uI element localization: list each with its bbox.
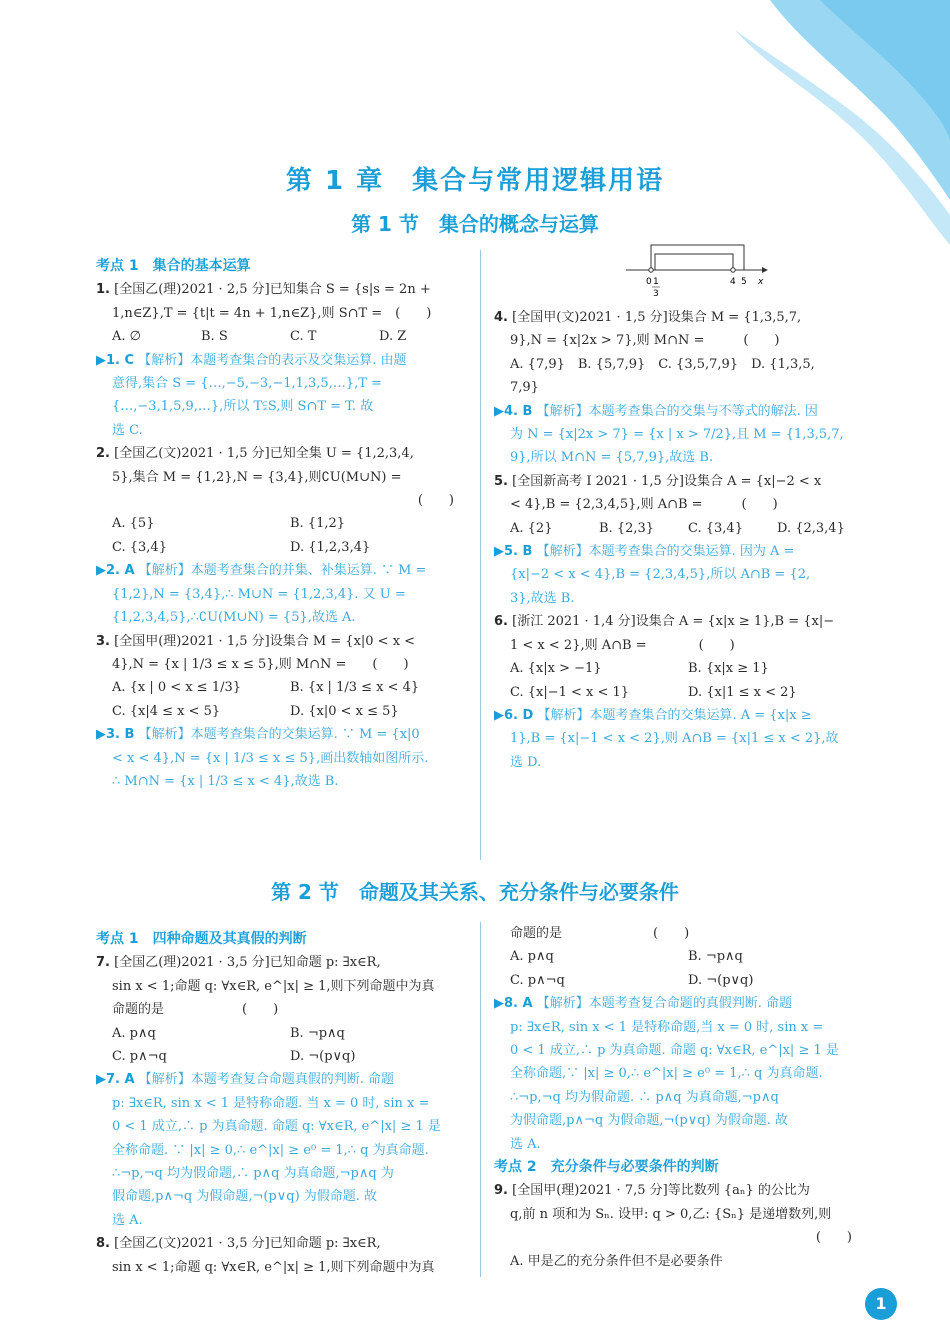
question-number: 7. (96, 955, 110, 971)
option: C. T (290, 329, 317, 345)
option: A. {5} (112, 516, 155, 532)
chapter-title: 第 1 章 集合与常用逻辑用语 (285, 166, 665, 196)
number-line-label-5: 5 (741, 277, 747, 287)
question-line (494, 610, 866, 633)
option-row (96, 1045, 468, 1068)
answer-line: p: ∃x∈R, sin x < 1 是特称命题. 当 x = 0 时, sin x = (112, 1095, 430, 1111)
answer-line: ∴¬p,¬q 均为假命题,∴ p∧q 为真命题,¬p∧q 为 (112, 1166, 394, 1182)
line-text: [全国乙(文)2021 · 3,5 分]已知命题 p: ∃x∈R, (114, 1236, 381, 1252)
option: D. {x|1 ≤ x < 2} (688, 684, 797, 700)
option: D. Z (379, 329, 407, 345)
answer-line: ∴¬p,¬q 均为假命题. ∴ p∧q 为真命题,¬p∧q (510, 1089, 779, 1105)
option-row (96, 676, 468, 699)
answer-line (96, 723, 468, 746)
line-text: 【解析】本题考查集合的表示及交集运算. 由题 (138, 352, 407, 368)
answer-label: ▶1. C (96, 352, 135, 368)
right-column-section2 (494, 922, 866, 1273)
answer-line: {…,−3,1,5,9,…},所以 T⫋S,则 S∩T = T. 故 (112, 399, 374, 415)
line-text: 【解析】本题考查复合命题真假的判断. 命题 (138, 1072, 394, 1088)
option: C. {3,4} (112, 539, 167, 555)
option-row (96, 700, 468, 723)
option: D. ¬(p∨q) (688, 972, 754, 988)
option-row (96, 536, 468, 559)
answer-label: ▶2. A (96, 563, 135, 579)
question-line: sin x < 1;命题 q: ∀x∈R, e^|x| ≥ 1,则下列命题中为真 (112, 1259, 435, 1275)
question-line: sin x < 1;命题 q: ∀x∈R, e^|x| ≥ 1,则下列命题中为真 (112, 978, 435, 994)
question-line (96, 630, 468, 653)
question-number: 8. (96, 1236, 110, 1252)
question-line (96, 442, 468, 465)
option: C. {x|−1 < x < 1} (510, 684, 630, 700)
question-number: 2. (96, 446, 110, 462)
question-line: 命题的是 ( ) (510, 926, 690, 941)
answer-line (494, 540, 866, 563)
left-column-section2 (96, 928, 468, 1279)
left-column-section1 (96, 255, 468, 793)
answer-line: 意得,集合 S = {…,−5,−3,−1,1,3,5,…},T = (112, 376, 382, 392)
answer-line: {1,2,3,4,5},∴∁U(M∪N) = {5},故选 A. (112, 610, 356, 626)
option-row (494, 681, 866, 704)
question-number: 5. (494, 473, 508, 489)
line-text: [全国乙(文)2021 · 1,5 分]已知全集 U = {1,2,3,4, (114, 446, 414, 462)
answer-line (494, 992, 866, 1015)
question-line: 5},集合 M = {1,2},N = {3,4},则∁U(M∪N) = (112, 469, 402, 485)
option: D. ¬(p∨q) (290, 1049, 356, 1065)
option: C. {x|4 ≤ x < 5} (112, 703, 221, 719)
answer-line: 1},B = {x|−1 < x < 2},则 A∩B = {x|1 ≤ x < 2},故 (510, 731, 839, 747)
answer-line (96, 559, 468, 582)
question-number: 1. (96, 282, 110, 298)
line-text: [全国乙(理)2021 · 2,5 分]已知集合 S = {s|s = 2n + (114, 282, 431, 298)
answer-label: ▶8. A (494, 996, 533, 1012)
option: A. p∧q (112, 1025, 156, 1041)
question-line: 1 < x < 2},则 A∩B = ( ) (510, 637, 735, 653)
number-line-figure (622, 240, 772, 302)
option: B. {2,3} (599, 520, 655, 536)
column-divider-top (480, 250, 481, 860)
question-line: 9},N = {x|2x > 7},则 M∩N = ( ) (510, 333, 780, 349)
section2-title: 第 2 节 命题及其关系、充分条件与必要条件 (271, 880, 679, 904)
answer-label: ▶4. B (494, 403, 533, 419)
answer-line: 全称命题. ∵ |x| ≥ 0,∴ e^|x| ≥ e⁰ = 1,∴ q 为真命题. (112, 1142, 429, 1158)
option: A. ∅ (112, 329, 141, 345)
question-number: 4. (494, 310, 508, 325)
option-row (494, 969, 866, 992)
topic-heading: 考点 2 充分条件与必要条件的判断 (494, 1159, 719, 1176)
option: B. {x | 1/3 ≤ x < 4} (290, 680, 420, 696)
line-text: 【解析】本题考查集合的并集、补集运算. ∵ M = (138, 563, 427, 579)
line-text: [浙江 2021 · 1,4 分]设集合 A = {x|x ≥ 1},B = {x|− (512, 614, 835, 630)
answer-line: 选 C. (112, 422, 143, 438)
question-line (96, 278, 468, 301)
question-line: 7,9} (510, 380, 539, 396)
answer-line: 选 D. (510, 754, 542, 770)
option: C. p∧¬q (112, 1049, 167, 1065)
right-column-section1 (494, 306, 866, 774)
answer-line: 3},故选 B. (510, 590, 575, 606)
answer-line (96, 1068, 468, 1091)
option-row (96, 1022, 468, 1045)
question-line: A. {7,9} B. {5,7,9} C. {3,5,7,9} D. {1,3,5, (510, 356, 815, 372)
answer-line: 选 A. (510, 1136, 541, 1152)
line-text: 【解析】本题考查集合的交集与不等式的解法. 因 (536, 403, 818, 419)
option: B. S (201, 329, 228, 345)
topic-heading: 考点 1 四种命题及其真假的判断 (96, 931, 307, 947)
question-line (494, 470, 866, 493)
answer-blank: ( ) (417, 493, 454, 509)
number-line-label-0: 0 (646, 277, 652, 287)
answer-line: 为假命题,p∧¬q 为假命题,¬(p∨q) 为假命题. 故 (510, 1113, 789, 1129)
line-text: [全国甲(理)2021 · 7,5 分]等比数列 {aₙ} 的公比为 (512, 1183, 810, 1199)
option: D. {1,2,3,4} (290, 539, 371, 555)
option: C. {3,4} (688, 520, 743, 536)
answer-line: 选 A. (112, 1212, 143, 1228)
line-text: 【解析】本题考查复合命题的真假判断. 命题 (536, 996, 792, 1012)
column-divider-bottom (480, 922, 481, 1277)
question-line: A. 甲是乙的充分条件但不是必要条件 (510, 1253, 723, 1269)
option: A. p∧q (510, 949, 554, 965)
line-text: 【解析】本题考查集合的交集运算. 因为 A = (536, 544, 795, 560)
option: A. {x | 0 < x ≤ 1/3} (112, 680, 242, 696)
answer-line: {1,2},N = {3,4},∴ M∪N = {1,2,3,4}. 又 U = (112, 586, 406, 602)
answer-line: 为 N = {x|2x > 7} = {x | x > 7/2},且 M = {1,3,5,7, (510, 427, 844, 443)
question-line: q,前 n 项和为 Sₙ. 设甲: q > 0,乙: {Sₙ} 是递增数列,则 (510, 1206, 832, 1222)
option: C. p∧¬q (510, 972, 565, 988)
question-line: 4},N = {x | 1/3 ≤ x ≤ 5},则 M∩N = ( ) (112, 656, 409, 672)
answer-label: ▶5. B (494, 544, 533, 560)
option: A. {x|x > −1} (510, 661, 602, 677)
option-row (494, 517, 866, 540)
question-line: < 4},B = {2,3,4,5},则 A∩B = ( ) (510, 497, 778, 513)
question-line (494, 306, 866, 329)
number-line-label-x: x (758, 277, 764, 287)
question-number: 9. (494, 1183, 508, 1199)
answer-label: ▶7. A (96, 1072, 135, 1088)
section1-title: 第 1 节 集合的概念与运算 (351, 212, 599, 236)
answer-line: {x|−2 < x < 4},B = {2,3,4,5},所以 A∩B = {2, (510, 567, 811, 583)
option: B. {1,2} (290, 516, 346, 532)
question-number: 6. (494, 614, 508, 630)
option: B. {x|x ≥ 1} (688, 661, 769, 677)
line-text: [全国乙(理)2021 · 3,5 分]已知命题 p: ∃x∈R, (114, 955, 381, 971)
page-number: 1 (865, 1288, 897, 1320)
question-number: 3. (96, 633, 110, 649)
answer-line: 0 < 1 成立,∴ p 为真命题. 命题 q: ∀x∈R, e^|x| ≥ 1 是 (112, 1119, 441, 1135)
topic-heading: 考点 1 集合的基本运算 (96, 258, 251, 274)
option: D. {x|0 < x ≤ 5} (290, 703, 399, 719)
answer-line (494, 704, 866, 727)
option-row (494, 945, 866, 968)
option: B. ¬p∧q (688, 949, 743, 965)
answer-line (494, 400, 866, 423)
question-line: 1,n∈Z},T = {t|t = 4n + 1,n∈Z},则 S∩T = ( ) (112, 305, 432, 321)
line-text: [全国新高考 Ⅰ 2021 · 1,5 分]设集合 A = {x|−2 < x (512, 473, 822, 489)
option-row (96, 325, 468, 348)
question-line: 命题的是 ( ) (112, 1002, 279, 1018)
question-line (96, 1232, 468, 1255)
option: D. {2,3,4} (777, 520, 845, 536)
answer-line: 全称命题,∵ |x| ≥ 0,∴ e^|x| ≥ e⁰ = 1,∴ q 为真命题. (510, 1066, 823, 1082)
question-line (494, 1179, 866, 1202)
answer-line: 0 < 1 成立,∴ p 为真命题. 命题 q: ∀x∈R, e^|x| ≥ 1 是 (510, 1043, 839, 1059)
answer-blank: ( ) (815, 1230, 852, 1246)
option-row (494, 657, 866, 680)
answer-line: 9},所以 M∩N = {5,7,9},故选 B. (510, 450, 714, 466)
number-line-label-4: 4 (730, 277, 736, 287)
number-line-label-1: 1 (653, 277, 659, 287)
answer-line: ∴ M∩N = {x | 1/3 ≤ x < 4},故选 B. (112, 773, 339, 789)
option: B. ¬p∧q (290, 1025, 345, 1041)
line-text: [全国甲(文)2021 · 1,5 分]设集合 M = {1,3,5,7, (512, 310, 802, 325)
option: A. {2} (510, 520, 553, 536)
option-row (96, 512, 468, 535)
line-text: 【解析】本题考查集合的交集运算. A = {x|x ≥ (537, 707, 812, 723)
line-text: 【解析】本题考查集合的交集运算. ∵ M = {x|0 (138, 727, 420, 743)
answer-label: ▶3. B (96, 727, 135, 743)
answer-line: < x < 4},N = {x | 1/3 ≤ x ≤ 5},画出数轴如图所示. (112, 750, 429, 766)
question-line (96, 951, 468, 974)
answer-line (96, 349, 468, 372)
number-line-label-3: 3 (653, 289, 659, 299)
answer-label: ▶6. D (494, 707, 534, 723)
line-text: [全国甲(理)2021 · 1,5 分]设集合 M = {x|0 < x < (114, 633, 416, 649)
answer-line: p: ∃x∈R, sin x < 1 是特称命题,当 x = 0 时, sin x = (510, 1019, 824, 1035)
answer-line: 假命题,p∧¬q 为假命题,¬(p∨q) 为假命题. 故 (112, 1189, 378, 1205)
